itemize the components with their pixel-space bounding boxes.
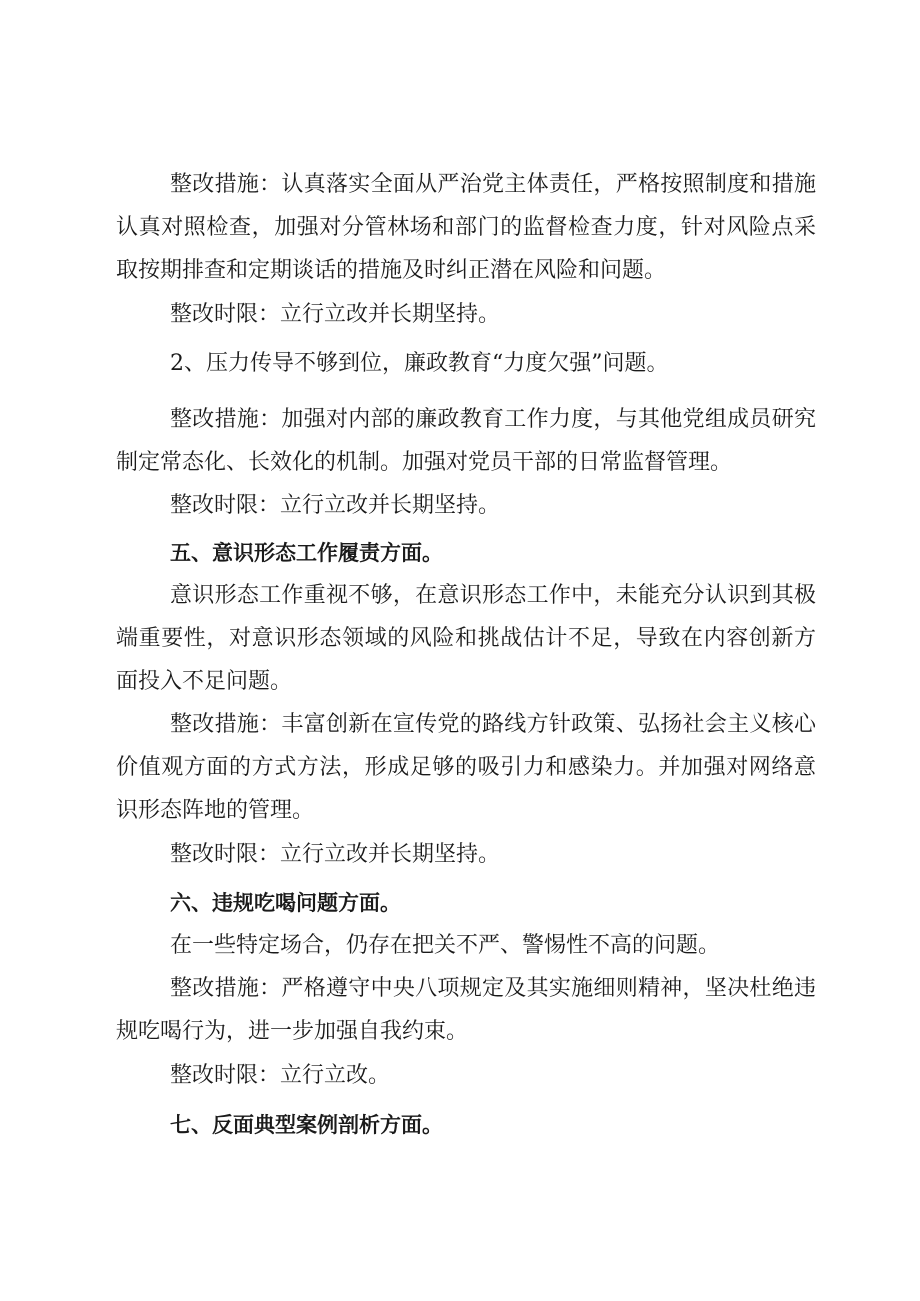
rectification-deadline-paragraph: 整改时限：立行立改。 [170, 1063, 391, 1088]
issue-description-paragraph: 在一些特定场合，仍存在把关不严、警惕性不高的问题。 [170, 933, 721, 958]
issue-description-paragraph: 意识形态工作重视不够，在意识形态工作中，未能充分认识到其极端重要性，对意识形态领域的风险和挑战估计不足，导致在内容创新方面投入不足问题。 [116, 583, 816, 694]
rectification-measures-paragraph: 整改措施：加强对内部的廉政教育工作力度，与其他党组成员研究制定常态化、长效化的机制。加强对党员干部的日常监督管理。 [116, 407, 816, 475]
rectification-deadline-paragraph: 整改时限：立行立改并长期坚持。 [170, 493, 501, 518]
rectification-measures-paragraph: 整改措施：认真落实全面从严治党主体责任，严格按照制度和措施认真对照检查，加强对分管林场和部门的监督检查力度，针对风险点采取按期排查和定期谈话的措施及时纠正潜在风险和问题。 [116, 172, 816, 283]
section-heading: 七、反面典型案例剖析方面。 [170, 1113, 443, 1137]
rectification-measures-paragraph: 整改措施：严格遵守中央八项规定及其实施细则精神，坚决杜绝违规吃喝行为，进一步加强自我约束。 [116, 976, 816, 1044]
section-heading: 六、违规吃喝问题方面。 [170, 891, 401, 915]
rectification-measures-paragraph: 整改措施：丰富创新在宣传党的路线方针政策、弘扬社会主义核心价值观方面的方式方法，形成足够的吸引力和感染力。并加强对网络意识形态阵地的管理。 [116, 712, 816, 823]
section-heading: 五、意识形态工作履责方面。 [170, 541, 443, 565]
rectification-deadline-paragraph: 整改时限：立行立改并长期坚持。 [170, 842, 501, 867]
rectification-deadline-paragraph: 整改时限：立行立改并长期坚持。 [170, 302, 501, 327]
issue-item-paragraph: 2、压力传导不够到位，廉政教育“力度欠强”问题。 [170, 351, 669, 376]
